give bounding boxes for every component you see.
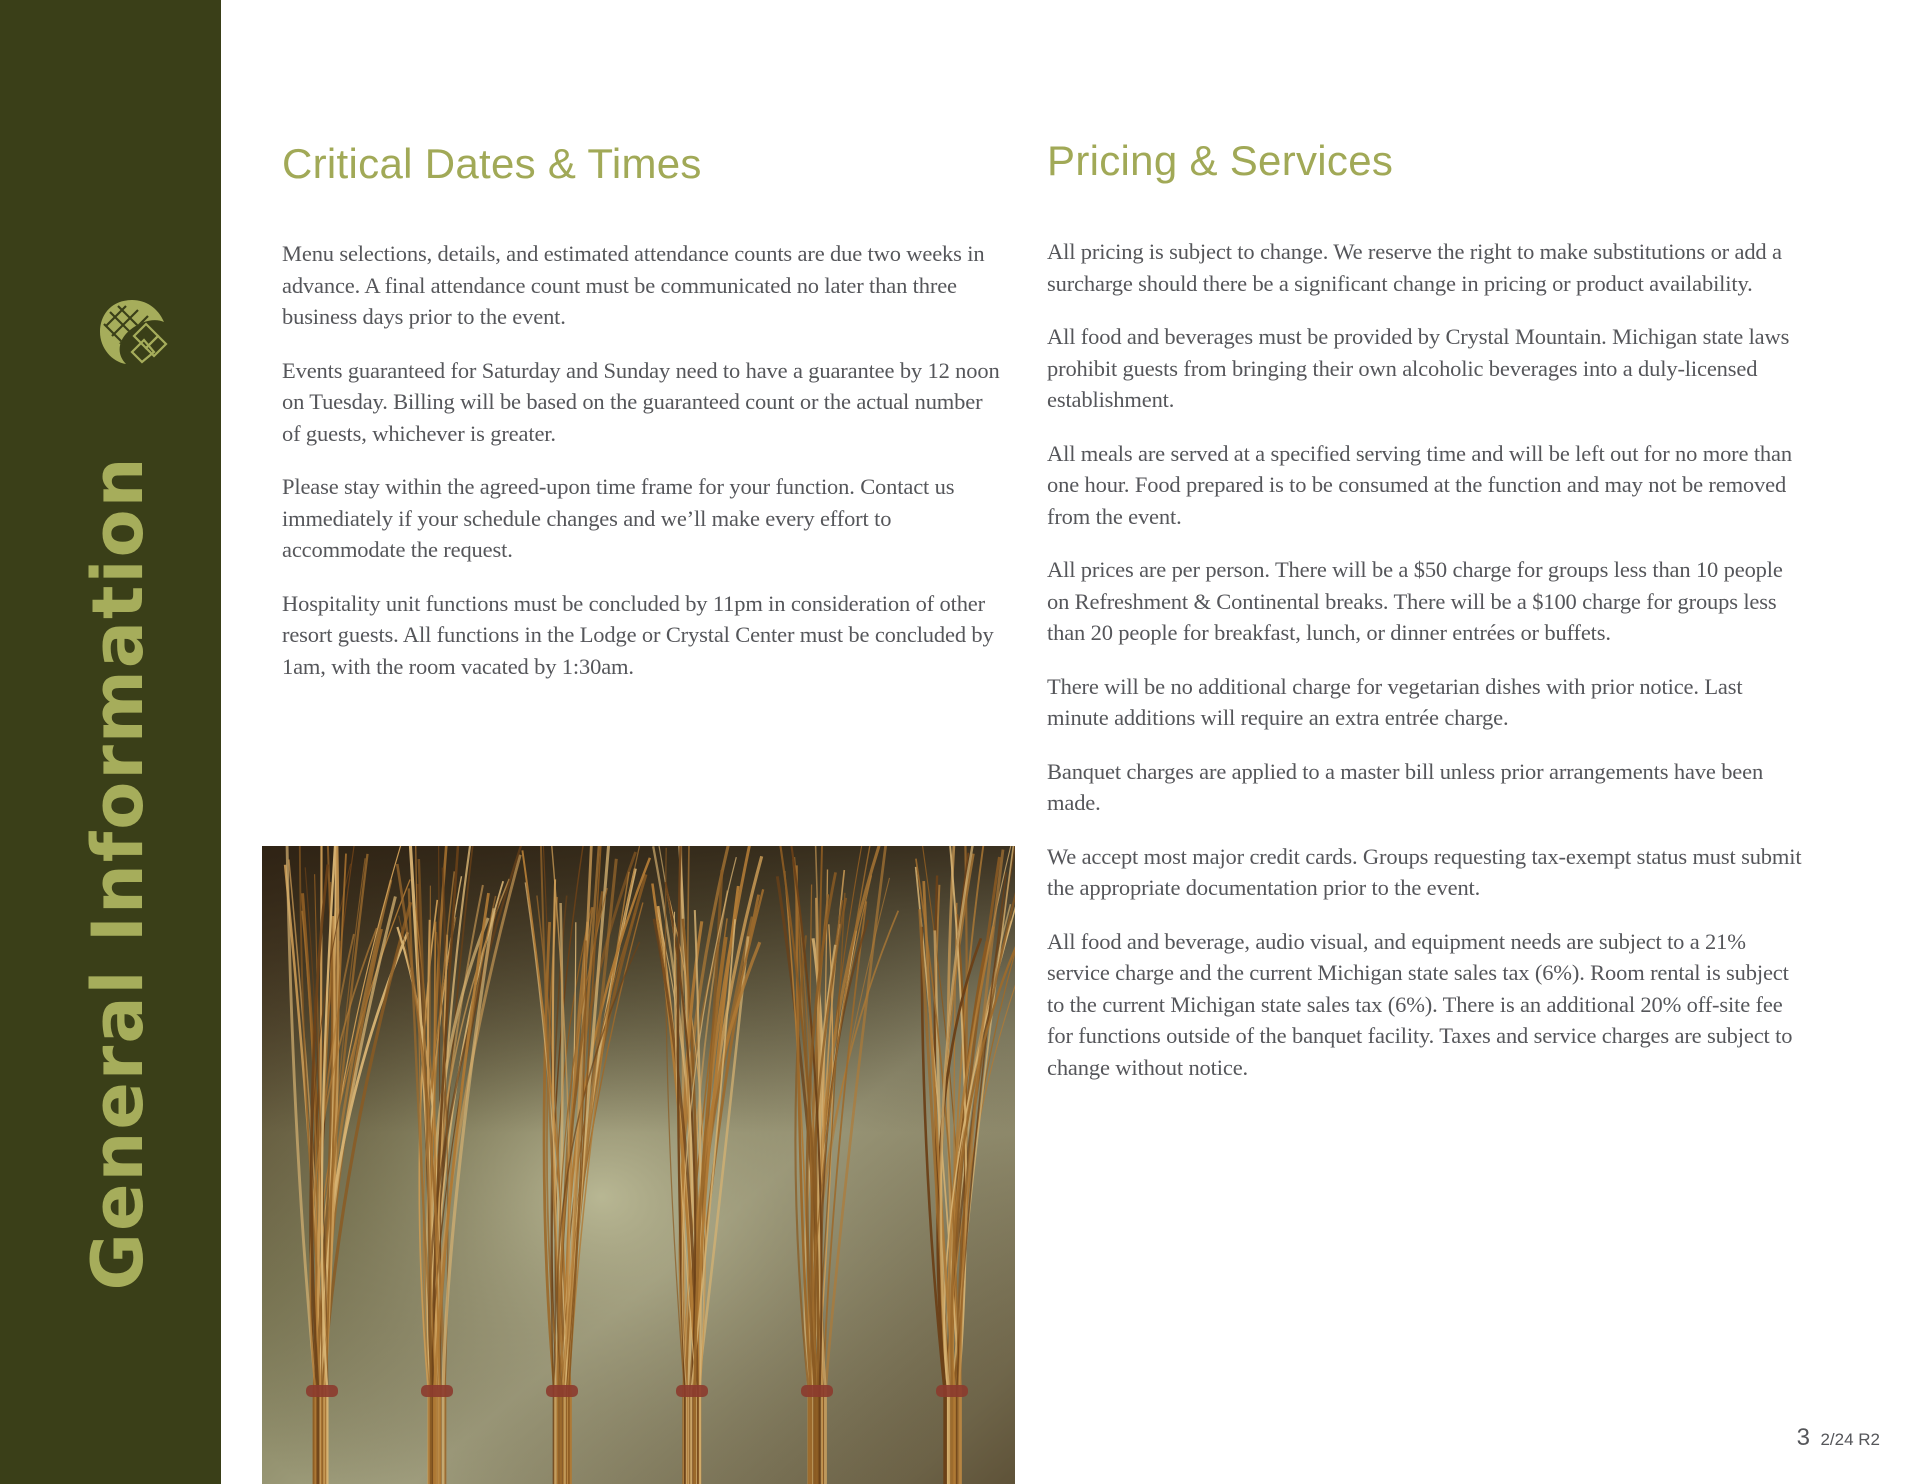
pinecone-lattice-icon bbox=[96, 296, 168, 368]
sidebar-title: General Information bbox=[77, 455, 159, 1291]
critical-dates-column bbox=[282, 238, 1002, 704]
page-number: 3 bbox=[1796, 1424, 1810, 1451]
critical-dates-heading: Critical Dates & Times bbox=[282, 140, 702, 187]
paragraph: All prices are per person. There will be a $50 charge for groups less than 10 people on Refreshment & Continental breaks. There will be a $100 charge for groups less than 20 people for breakfast, lunch, or dinner entrées or buffets. bbox=[1047, 557, 1783, 645]
paragraph: All meals are served at a specified serving time and will be left out for no more than one hour. Food prepared is to be consumed at the function and may not be removed from the event. bbox=[1047, 440, 1792, 529]
pricing-services-heading: Pricing & Services bbox=[1047, 137, 1394, 184]
grass-bundles-photo bbox=[262, 846, 1015, 1484]
paragraph: We accept most major credit cards. Groups requesting tax-exempt status must submit the appropriate documentation prior to the event. bbox=[1047, 843, 1802, 900]
pricing-services-column bbox=[1047, 236, 1807, 1105]
paragraph: All food and beverage, audio visual, and equipment needs are subject to a 21% service charge and the current Michigan state sales tax (6%). Room rental is subject to the current Michigan state sales tax (6%). There is an additional 20% off-site fee for functions outside of the banquet facility. Taxes and service charges are subject to change without notice. bbox=[1047, 928, 1793, 1080]
revision-label: 2/24 R2 bbox=[1820, 1430, 1880, 1449]
paragraph: Hospitality unit functions must be concluded by 11pm in consideration of other resort guests. All functions in the Lodge or Crystal Center must be concluded by 1am, with the room vacated by 1:30am. bbox=[282, 590, 994, 679]
paragraph: Banquet charges are applied to a master bill unless prior arrangements have been made. bbox=[1047, 758, 1764, 815]
page-footer bbox=[1797, 1424, 1880, 1452]
paragraph: All food and beverages must be provided by Crystal Mountain. Michigan state laws prohibit guests from bringing their own alcoholic beverages into a duly-licensed establishment. bbox=[1047, 324, 1790, 412]
paragraph: There will be no additional charge for vegetarian dishes with prior notice. Last minute additions will require an extra entrée charge. bbox=[1047, 673, 1743, 730]
paragraph: Events guaranteed for Saturday and Sunday need to have a guarantee by 12 noon on Tuesday. Billing will be based on the guaranteed count or the actual number of guests, whichever is greater. bbox=[282, 357, 1000, 446]
paragraph: All pricing is subject to change. We reserve the right to make substitutions or add a surcharge should there be a significant change in pricing or product availability. bbox=[1047, 239, 1782, 296]
paragraph: Please stay within the agreed-upon time frame for your function. Contact us immediately if your schedule changes and we’ll make every effort to accommodate the request. bbox=[282, 474, 955, 562]
sidebar bbox=[0, 0, 221, 1484]
paragraph: Menu selections, details, and estimated attendance counts are due two weeks in advance. A final attendance count must be communicated no later than three business days prior to the event. bbox=[282, 241, 985, 329]
